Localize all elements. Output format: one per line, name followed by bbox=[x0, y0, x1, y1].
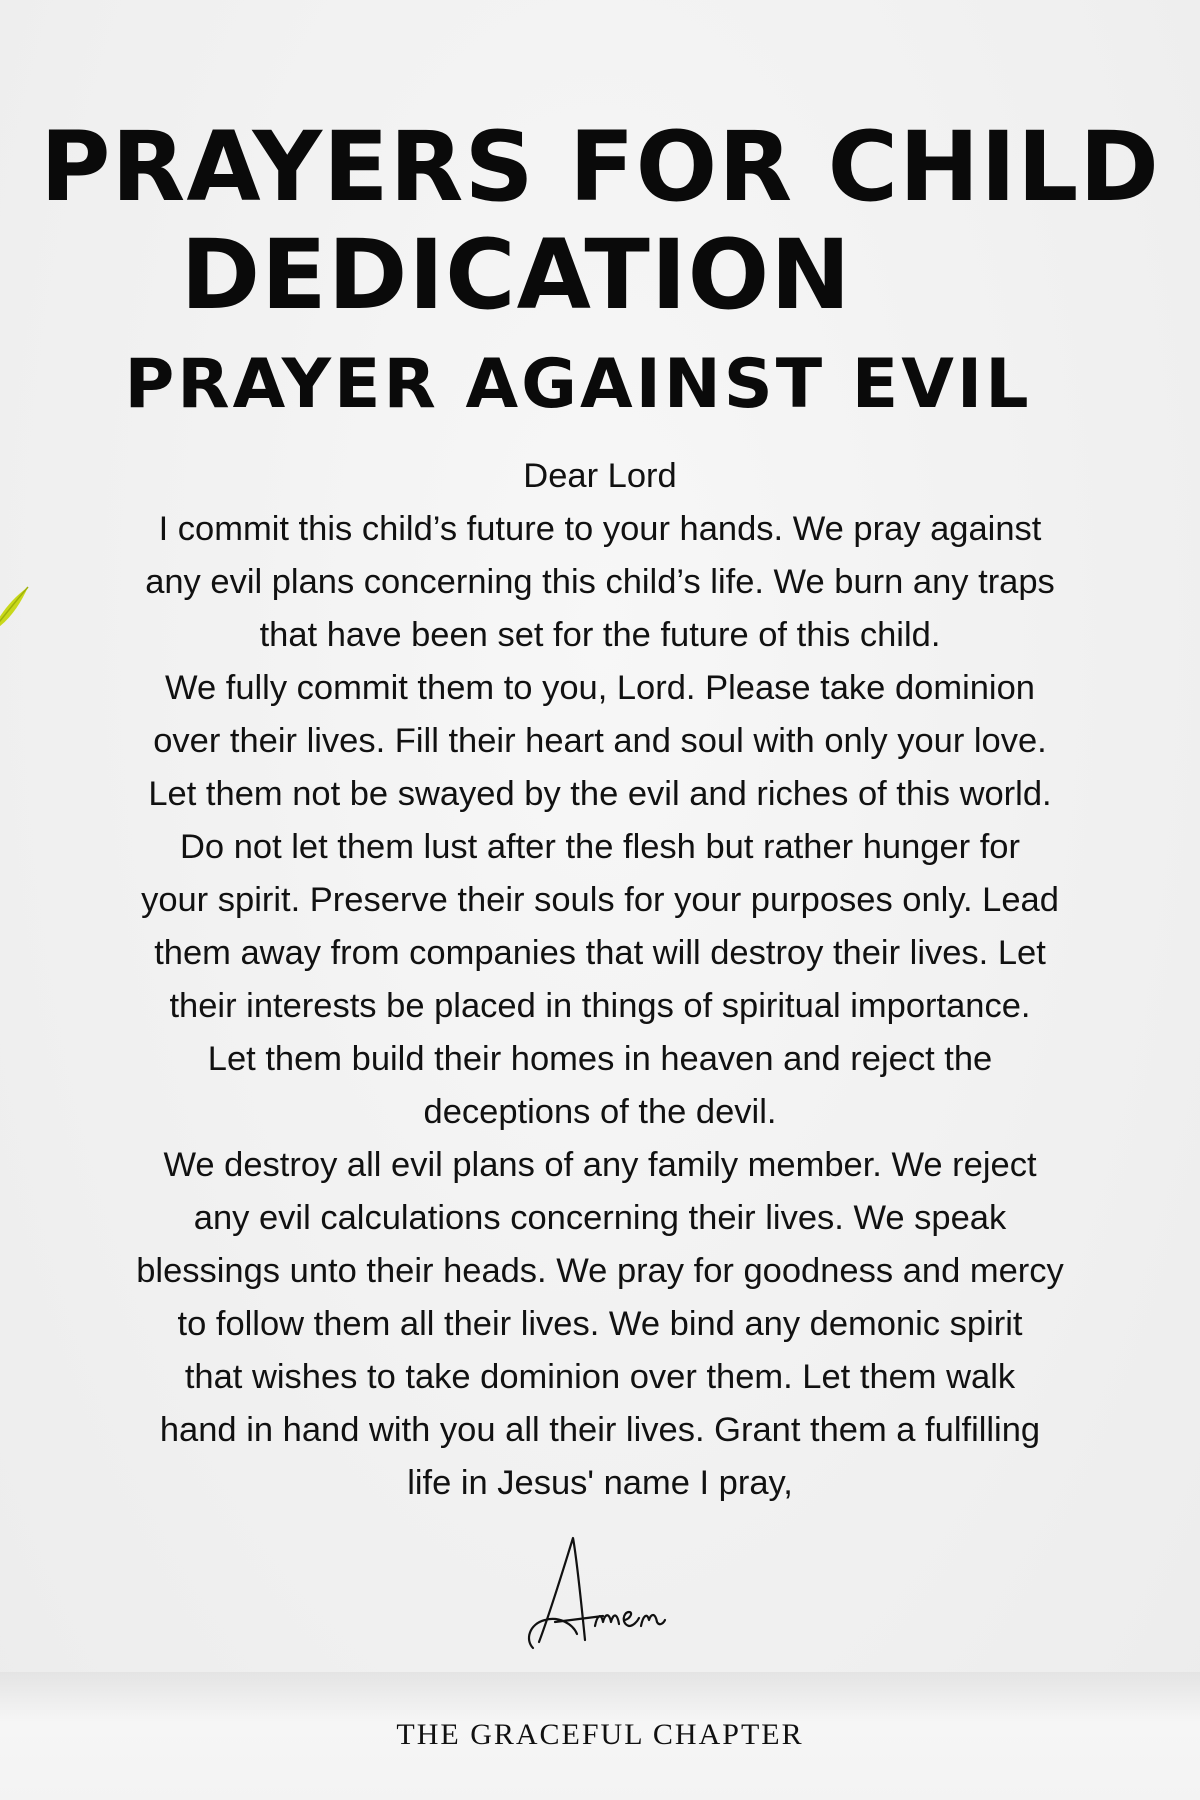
prayer-line: them away from companies that will destroy their lives. Let bbox=[154, 934, 1046, 972]
prayer-line: life in Jesus' name I pray, bbox=[407, 1464, 793, 1502]
prayer-line: Let them build their homes in heaven and reject the bbox=[207, 1040, 993, 1078]
prayer-line: Let them not be swayed by the evil and riches of this world. bbox=[148, 775, 1052, 813]
amen-signature-icon bbox=[515, 1530, 695, 1660]
prayer-line: blessings unto their heads. We pray for goodness and mercy bbox=[136, 1252, 1064, 1290]
prayer-line: Dear Lord bbox=[523, 457, 677, 495]
prayer-line: I commit this child’s future to your hands. We pray against bbox=[158, 510, 1042, 548]
prayer-line: hand in hand with you all their lives. Grant them a fulfilling bbox=[159, 1411, 1041, 1449]
prayer-line: any evil calculations concerning their lives. We speak bbox=[193, 1199, 1007, 1237]
prayer-line: any evil plans concerning this child’s life. We burn any traps bbox=[145, 563, 1055, 601]
page-subtitle: PRAYER AGAINST EVIL bbox=[124, 345, 1032, 424]
brand-footer: THE GRACEFUL CHAPTER bbox=[396, 1718, 804, 1751]
page-title-line-2: DEDICATION bbox=[180, 219, 852, 331]
prayer-line: that have been set for the future of this child. bbox=[259, 616, 941, 654]
page-title-line-1: PRAYERS FOR CHILD bbox=[40, 111, 1160, 223]
prayer-line: their interests be placed in things of spiritual importance. bbox=[169, 987, 1031, 1025]
prayer-line: We destroy all evil plans of any family member. We reject bbox=[163, 1146, 1037, 1184]
prayer-line: We fully commit them to you, Lord. Please take dominion bbox=[165, 669, 1035, 707]
prayer-line: over their lives. Fill their heart and soul with only your love. bbox=[153, 722, 1047, 760]
prayer-line: deceptions of the devil. bbox=[423, 1093, 777, 1131]
prayer-text bbox=[80, 450, 1120, 1510]
prayer-line: that wishes to take dominion over them. Let them walk bbox=[184, 1358, 1016, 1396]
leaf-icon bbox=[0, 585, 30, 635]
prayer-line: Do not let them lust after the flesh but rather hunger for bbox=[180, 828, 1020, 866]
prayer-line: to follow them all their lives. We bind any demonic spirit bbox=[177, 1305, 1023, 1343]
prayer-line: your spirit. Preserve their souls for your purposes only. Lead bbox=[141, 881, 1059, 919]
